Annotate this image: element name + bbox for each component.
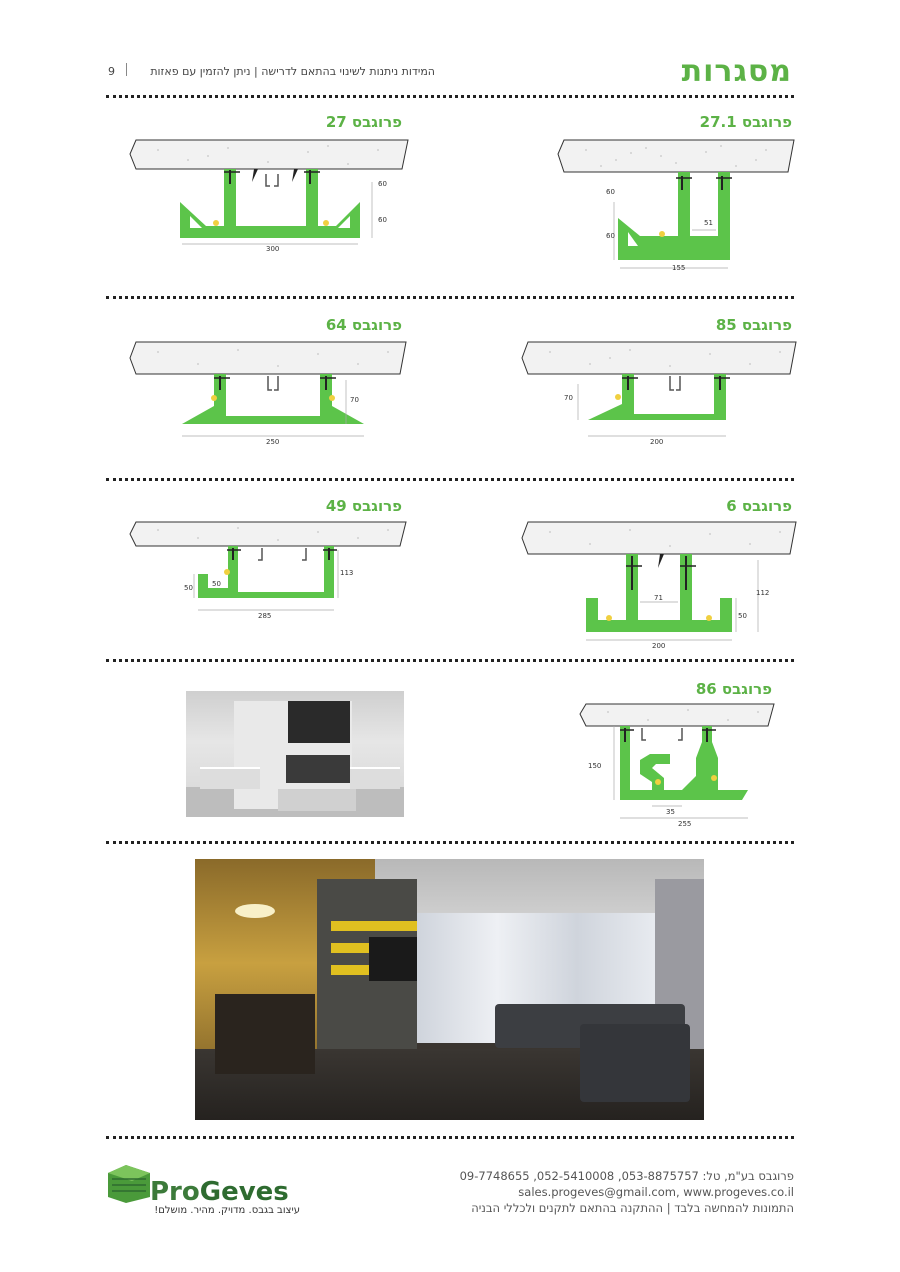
- profile-diagram-6: [520, 520, 800, 655]
- ceiling-render-image: [186, 691, 404, 817]
- logo-wordmark: ProGeves: [150, 1177, 289, 1207]
- dim-label: 150: [588, 762, 602, 770]
- dim-label: 155: [672, 264, 686, 272]
- header-separator: [126, 63, 127, 76]
- page-subtitle: המידות ניתנות לשינוי בהתאם לדרישה | ניתן להזמין עם פאזות: [150, 65, 435, 78]
- dotted-divider: [106, 478, 794, 481]
- dim-label: 112: [756, 589, 770, 597]
- dim-label: 60: [606, 188, 615, 196]
- dim-label: 50: [184, 584, 193, 592]
- profile-title-64: פרוגבס 64: [325, 316, 402, 334]
- dotted-divider: [106, 296, 794, 299]
- footer-note-line: התמונות להמחשה בלבד | ההתקנה בהתאם לתקנים ולכללי הבניה: [471, 1201, 794, 1215]
- dotted-divider: [106, 841, 794, 844]
- footer-contact-line: sales.progeves@gmail.com, www.progeves.co.il: [518, 1185, 794, 1199]
- logo-mark-icon: [106, 1163, 152, 1203]
- profile-title-85: פרוגבס 85: [715, 316, 792, 334]
- profile-title-86: פרוגבס 86: [695, 680, 772, 698]
- dim-label: 250: [266, 438, 280, 446]
- dim-label: 285: [258, 612, 272, 620]
- profile-title-27-1: פרוגבס 27.1: [699, 113, 792, 131]
- profile-diagram-27: [128, 138, 413, 258]
- dotted-divider: [106, 95, 794, 98]
- dim-label: 200: [650, 438, 664, 446]
- dim-label: 255: [678, 820, 692, 828]
- dim-label: 51: [704, 219, 713, 227]
- dotted-divider: [106, 1136, 794, 1139]
- profile-title-6: פרוגבס 6: [726, 497, 792, 515]
- profile-diagram-64: [128, 340, 413, 450]
- dim-label: 300: [266, 245, 280, 253]
- profile-diagram-86: [578, 702, 778, 837]
- profile-diagram-85: [520, 340, 800, 450]
- dim-label: 113: [340, 569, 354, 577]
- company-logo: [106, 1163, 316, 1223]
- dim-label: 60: [378, 180, 387, 188]
- dotted-divider: [106, 659, 794, 662]
- page-title: מסגרות: [681, 54, 792, 89]
- dim-label: 35: [666, 808, 675, 816]
- footer-company-line: פרוגבס בע"מ, טל: 053-8875757, 052-5410008, 09-7748655: [459, 1169, 794, 1183]
- page-number: 9: [108, 65, 115, 78]
- profile-title-27: פרוגבס 27: [325, 113, 402, 131]
- profile-diagram-49: [128, 520, 413, 625]
- living-room-photo: [195, 859, 704, 1120]
- profile-diagram-27-1: [556, 138, 796, 273]
- dim-label: 70: [350, 396, 359, 404]
- dim-label: 60: [378, 216, 387, 224]
- dim-label: 60: [606, 232, 615, 240]
- dim-label: 50: [212, 580, 221, 588]
- dim-label: 200: [652, 642, 666, 650]
- dim-label: 71: [654, 594, 663, 602]
- dim-label: 50: [738, 612, 747, 620]
- dim-label: 70: [564, 394, 573, 402]
- logo-tagline: עיצוב בגבס. מדויק. מהיר. מושלם!: [154, 1205, 300, 1216]
- profile-title-49: פרוגבס 49: [325, 497, 402, 515]
